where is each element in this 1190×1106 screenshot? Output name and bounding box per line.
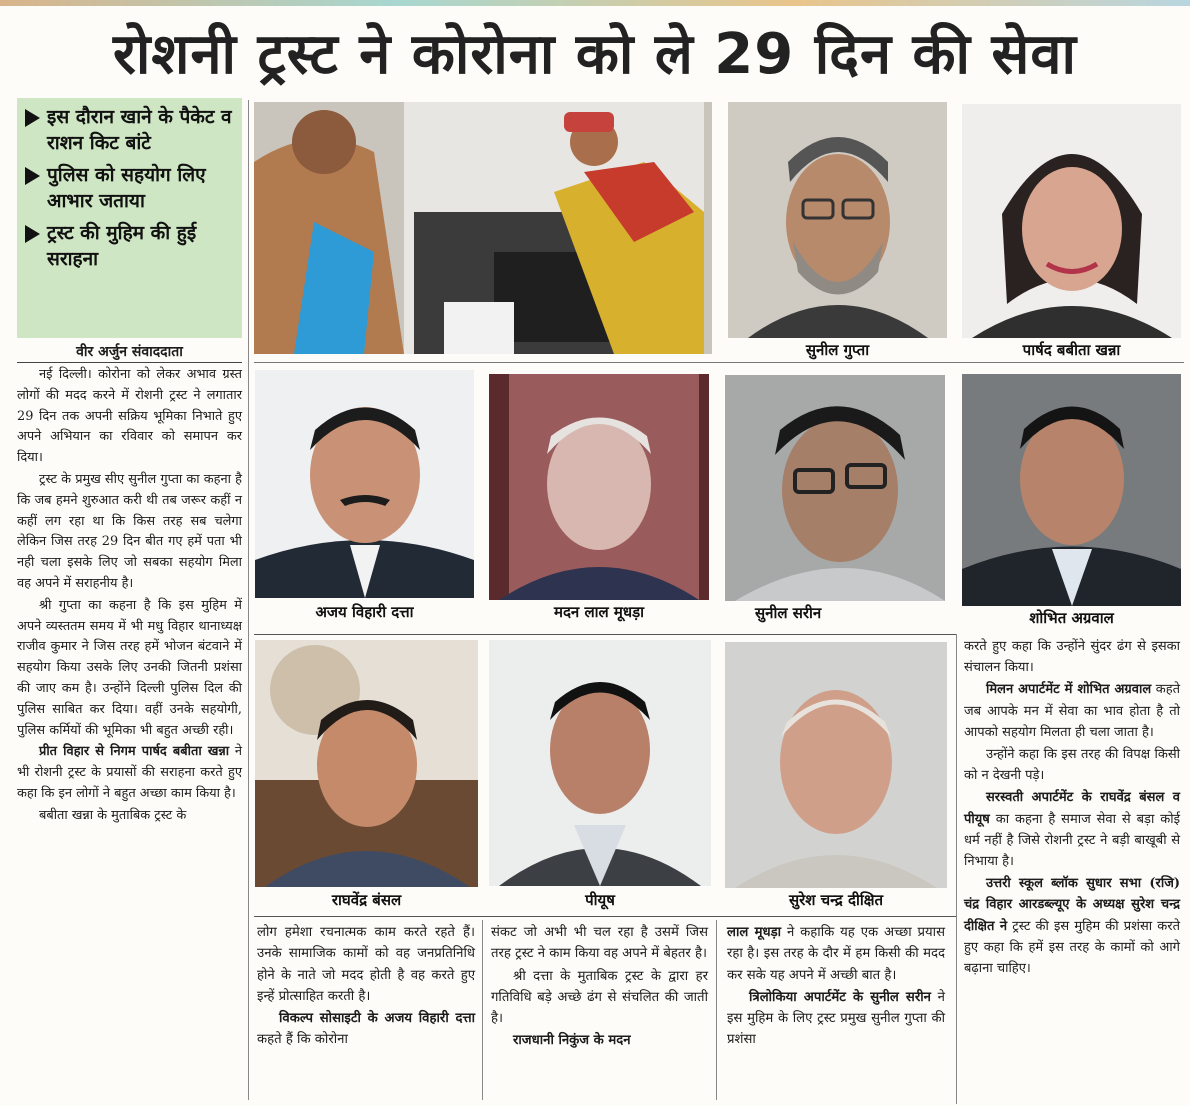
- article-column-3: [491, 922, 708, 1097]
- column-divider: [482, 920, 483, 1100]
- madan-lal-photo: [489, 374, 709, 600]
- paragraph: श्री दत्ता के मुताबिक ट्रस्ट के द्वारा हर गतिविधि बड़े अच्छे ढंग से संचलित की जाती है।: [491, 968, 708, 1027]
- caption: शोभित अग्रवाल: [1029, 609, 1114, 627]
- paragraph: लोग हमेशा रचनात्मक काम करते रहते हैं। उनके सामाजिक कामों को वह जनप्रतिनिधि होने के नाते जो मदद होती है वह करते हुए इन्हें प्रोत्साहित करती है।: [257, 925, 475, 1004]
- sunil-gupta-photo: [728, 102, 947, 338]
- highlight-item: ट्रस्ट की मुहिम की हुई सराहना: [25, 220, 234, 272]
- raghvendra-bansal-photo: [255, 640, 478, 887]
- caption: पार्षद बबीता खन्ना: [1022, 341, 1121, 359]
- column-divider: [716, 920, 717, 1100]
- row-divider: [254, 916, 956, 917]
- triangle-bullet-icon: [25, 167, 40, 185]
- article-column-2: [257, 922, 475, 1097]
- triangle-bullet-icon: [25, 225, 40, 243]
- article-column-4: [727, 922, 945, 1097]
- paragraph: उन्होंने कहा कि इस तरह की विपक्ष किसी को न देखनी पड़े।: [964, 747, 1180, 784]
- page-headline: रोशनी ट्रस्ट ने कोरोना को ले 29 दिन की सेवा: [112, 22, 1078, 87]
- caption: राघवेंद्र बंसल: [331, 891, 402, 909]
- top-color-strip: [0, 0, 1190, 6]
- paragraph: बबीता खन्ना के मुताबिक ट्रस्ट के: [39, 807, 187, 823]
- paragraph: मिलन अपार्टमेंट में शोभित अग्रवाल कहते जब आपके मन में सेवा का भाव होता है तो आपको सहयोग मिलता ही चला जाता है।: [964, 682, 1181, 740]
- ajay-dutta-photo: [255, 370, 474, 598]
- food-distribution-photo: [254, 102, 712, 354]
- highlight-item: इस दौरान खाने के पैकेट व राशन किट बांटे: [25, 104, 234, 156]
- paragraph: लाल मूधड़ा ने कहाकि यह एक अच्छा प्रयास रहा है। इस तरह के दौर में हम किसी की मदद कर सके यह अपने में अच्छी बात है।: [727, 925, 945, 983]
- paragraph: सरस्वती अपार्टमेंट के राघवेंद्र बंसल व पीयूष का कहना है समाज सेवा से बड़ा कोई धर्म नहीं है जिसे रोशनी ट्रस्ट ने बड़ी बाखूबी से निभाया है।: [964, 790, 1180, 870]
- article-column-1: [17, 342, 242, 1097]
- paragraph: करते हुए कहा कि उन्होंने सुंदर ढंग से इसका संचालन किया।: [964, 639, 1180, 676]
- paragraph: प्रीत विहार से निगम पार्षद बबीता खन्ना ने भी रोशनी ट्रस्ट के प्रयासों की सराहना करते हुए कहा कि इन लोगों ने बहुत अच्छा काम किया है।: [17, 744, 242, 801]
- caption: अजय विहारी दत्ता: [315, 603, 414, 621]
- paragraph: नई दिल्ली। कोरोना को लेकर अभाव ग्रस्त लोगों की मदद करने में रोशनी ट्रस्ट ने लगातार 29 दिन तक अपनी सक्रिय भूमिका निभाते हुए अपने अभियान का रविवार को समापन कर दिया।: [17, 367, 242, 466]
- article-column-5: [964, 636, 1180, 1098]
- paragraph: ट्रस्ट के प्रमुख सीए सुनील गुप्ता का कहना है कि जब हमने शुरुआत करी थी तब जरूर कहीं न कहीं लग रहा था कि किस तरह सब चलेगा लेकिन जिस तरह 29 दिन बीत गए हमें पता भी नही चला इसके लिए जो सबका सहयोग मिला वह अपने में सराहनीय है।: [17, 471, 242, 591]
- paragraph: विकल्प सोसाइटी के अजय विहारी दत्ता कहते हैं कि कोरोना: [257, 1011, 475, 1048]
- paragraph: संकट जो अभी भी चल रहा है उसमें जिस तरह ट्रस्ट ने काम किया वह अपने में बेहतर है।: [491, 925, 708, 962]
- paragraph: उत्तरी स्कूल ब्लॉक सुधार सभा (रजि) चंद्र विहार आरडब्ल्यूए के अध्यक्ष सुरेश चन्द्र दीक्षित ने ट्रस्ट की इस मुहिम की प्रशंसा करते हुए कहा कि हमें इस तरह के कामों को आगे बढ़ाना चाहिए।: [964, 876, 1180, 977]
- paragraph: श्री गुप्ता का कहना है कि इस मुहिम में अपने व्यस्ततम समय में भी मधु विहार थानाध्यक्ष राजीव कुमार ने जिस तरह हमें भोजन बंटवाने में सहयोग किया उसके लिए उनकी जितनी प्रशंसा की जाए कम है। उन्होंने दिल्ली पुलिस दिल की पुलिस साबित कर दिया। वहीं उनके सहयोगी, पुलिस कर्मियों की भूमिका भी बहुत अच्छी रही।: [17, 597, 242, 738]
- sunil-sareen-photo: [725, 375, 945, 601]
- column-divider: [248, 100, 249, 1100]
- highlight-item: पुलिस को सहयोग लिए आभार जताया: [25, 162, 234, 214]
- column-divider: [956, 634, 957, 1104]
- caption: सुनील गुप्ता: [805, 341, 870, 359]
- triangle-bullet-icon: [25, 109, 40, 127]
- row-divider: [254, 362, 1184, 363]
- caption: सुरेश चन्द्र दीक्षित: [788, 891, 884, 909]
- paragraph: त्रिलोकिया अपार्टमेंट के सुनील सरीन ने इस मुहिम के लिए ट्रस्ट प्रमुख सुनील गुप्ता की प्रशंसा: [727, 989, 946, 1048]
- caption: पीयूष: [585, 891, 615, 909]
- babita-khanna-photo: [962, 104, 1181, 338]
- highlights-box: [17, 98, 242, 338]
- shobhit-agarwal-photo: [962, 374, 1181, 606]
- caption: मदन लाल मूधड़ा: [553, 603, 645, 621]
- paragraph: राजधानी निकुंज के मदन: [513, 1033, 631, 1049]
- row-divider: [254, 634, 956, 635]
- caption: सुनील सरीन: [755, 604, 822, 622]
- piyush-photo: [489, 640, 711, 886]
- byline: वीर अर्जुन संवाददाता: [17, 342, 242, 363]
- suresh-dixit-photo: [725, 642, 947, 888]
